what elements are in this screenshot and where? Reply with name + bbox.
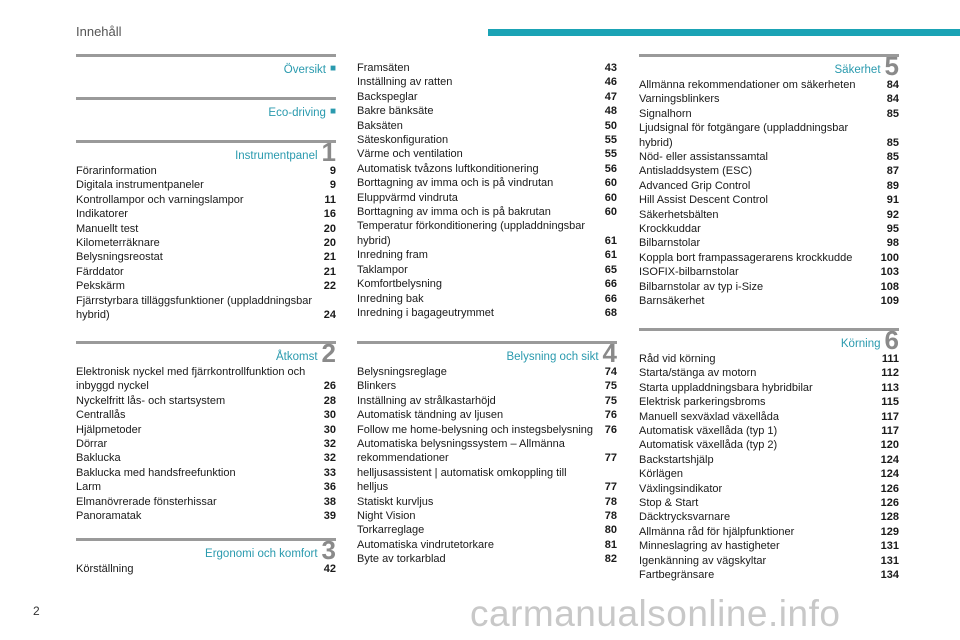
toc-entry[interactable] (357, 90, 617, 104)
toc-entry[interactable] (357, 423, 617, 437)
toc-entry-label: Baklucka med handsfreefunktion (76, 466, 236, 479)
section-marker: ■ (329, 63, 336, 74)
toc-entry[interactable] (357, 538, 617, 552)
toc-entry[interactable] (357, 147, 617, 161)
toc-entry[interactable] (76, 178, 336, 192)
toc-entry[interactable] (357, 104, 617, 118)
page-number: 2 (33, 604, 40, 618)
toc-entry-label: Inredning fram (357, 249, 428, 262)
section-title[interactable]: Körning (840, 338, 881, 350)
toc-entry-page: 95 (886, 223, 899, 236)
toc-entry-page: 108 (880, 280, 899, 293)
toc-entry[interactable] (357, 133, 617, 147)
toc-entry-page: 43 (604, 62, 617, 74)
toc-entry-page: 56 (604, 162, 617, 175)
toc-entry-page: 26 (323, 380, 336, 393)
toc-entry-page: 126 (880, 482, 899, 495)
toc-entry-label: Värme och ventilation (357, 148, 463, 161)
toc-entry-label: Belysningsreglage (357, 366, 447, 378)
toc-entry[interactable] (76, 250, 336, 264)
toc-entry[interactable] (639, 208, 899, 222)
toc-entry[interactable] (639, 222, 899, 236)
toc-entry-label: Follow me home-belysning och instegsbelysning (357, 423, 594, 436)
section-number: 1 (321, 137, 336, 167)
toc-entry[interactable] (357, 495, 617, 509)
section-number: 6 (884, 325, 899, 355)
watermark: carmanualsonline.info (470, 593, 841, 634)
toc-entry-page: 77 (604, 481, 617, 494)
toc-entry-page: 60 (604, 191, 617, 204)
toc-entry[interactable] (357, 176, 617, 190)
toc-entry-page: 60 (604, 206, 617, 219)
toc-entry-label: Nöd- eller assistanssamtal (639, 151, 768, 164)
toc-entry-label: Statiskt kurvljus (357, 495, 434, 508)
toc-entry-page: 61 (604, 249, 617, 262)
toc-entry[interactable] (76, 265, 336, 279)
header-accent-bar (488, 29, 960, 36)
toc-entry-page: 126 (880, 497, 899, 510)
toc-entry-label: Eluppvärmd vindruta (357, 191, 458, 204)
toc-entry[interactable] (639, 539, 899, 553)
toc-entry-page: 100 (880, 251, 899, 264)
toc-entry[interactable] (76, 164, 336, 178)
toc-entry[interactable] (76, 236, 336, 250)
toc-entry[interactable] (639, 193, 899, 207)
toc-entry-page: 129 (880, 525, 899, 538)
toc-entry-label: Automatisk tvåzons luftkonditionering (357, 162, 539, 175)
toc-entry[interactable] (639, 568, 899, 582)
toc-entry-label: Komfortbelysning (357, 278, 442, 291)
toc-items (76, 562, 336, 576)
toc-entry-label: Manuellt test (76, 222, 139, 235)
toc-entry[interactable] (76, 394, 336, 408)
section-number: 3 (321, 535, 336, 565)
toc-entry-page: 109 (880, 295, 899, 308)
toc-entry-label: Belysningsreostat (76, 251, 163, 264)
toc-entry-page: 98 (886, 237, 899, 250)
toc-entry-label: Bakre bänksäte (357, 105, 434, 118)
toc-entry-page: 124 (880, 453, 899, 466)
toc-entry[interactable] (357, 75, 617, 89)
toc-entry[interactable] (76, 480, 336, 494)
toc-entry[interactable] (357, 248, 617, 262)
toc-section-korning (639, 325, 899, 583)
toc-entry-label: Nyckelfritt lås- och startsystem (76, 394, 226, 407)
toc-entry-label: Bilbarnstolar av typ i-Size (639, 280, 764, 293)
toc-entry-page: 131 (880, 540, 899, 553)
toc-entry[interactable] (357, 437, 617, 466)
toc-entry-page: 21 (323, 251, 336, 264)
toc-entry-label: Digitala instrumentpaneler (76, 179, 204, 192)
toc-entry[interactable] (639, 496, 899, 510)
toc-entry-label: Automatisk växellåda (typ 1) (639, 425, 778, 438)
toc-entry-label: Krockkuddar (639, 223, 701, 236)
toc-entry[interactable] (639, 482, 899, 496)
section-title[interactable]: Åtkomst (275, 351, 318, 363)
toc-entry[interactable] (639, 236, 899, 250)
toc-section-oversikt[interactable] (76, 54, 336, 77)
toc-entry-label: Inredning i bagageutrymmet (357, 306, 494, 319)
toc-entry-page: 76 (604, 423, 617, 436)
section-title[interactable]: Belysning och sikt (506, 351, 599, 363)
toc-entry-page: 50 (604, 119, 617, 132)
toc-entry[interactable] (357, 365, 617, 379)
toc-entry-page: 28 (323, 394, 336, 407)
toc-entry-label: Inredning bak (357, 292, 424, 305)
toc-entry[interactable] (76, 495, 336, 509)
toc-entry-label: Automatiska belysningssystem – Allmänna rekommendationer (357, 438, 565, 465)
toc-entry-label: Byte av torkarblad (357, 553, 446, 566)
toc-entry-label: Automatiska vindrutetorkare (357, 538, 494, 551)
toc-entry-label: Förarinformation (76, 165, 157, 177)
toc-items (639, 352, 899, 583)
toc-entry[interactable] (76, 451, 336, 465)
toc-entry-page: 82 (604, 553, 617, 566)
toc-entry-page: 11 (324, 193, 336, 206)
toc-section-instrumentpanel (76, 137, 336, 322)
toc-entry-page: 20 (323, 237, 336, 250)
toc-entry[interactable] (76, 365, 336, 394)
toc-entry[interactable] (639, 265, 899, 279)
toc-entry[interactable] (639, 410, 899, 424)
toc-entry[interactable] (639, 150, 899, 164)
toc-entry[interactable] (639, 280, 899, 294)
toc-entry-page: 74 (604, 366, 617, 378)
toc-entry-page: 36 (323, 481, 336, 494)
toc-entry[interactable] (639, 92, 899, 106)
toc-entry-label: Baksäten (357, 119, 403, 132)
toc-entry[interactable] (357, 277, 617, 291)
toc-entry[interactable] (639, 366, 899, 380)
toc-entry-label: Stop & Start (639, 497, 699, 510)
toc-entry[interactable] (639, 164, 899, 178)
toc-entry-page: 65 (604, 263, 617, 276)
toc-entry-label: Automatisk tändning av ljusen (357, 409, 504, 422)
toc-entry[interactable] (639, 251, 899, 265)
toc-entry-page: 16 (323, 208, 336, 221)
toc-entry-label: Baklucka (76, 452, 121, 465)
toc-entry[interactable] (76, 509, 336, 523)
toc-entry[interactable] (357, 119, 617, 133)
toc-entry-label: Panoramatak (76, 510, 142, 523)
toc-entry[interactable] (357, 509, 617, 523)
toc-entry-label: Inställning av ratten (357, 76, 453, 89)
toc-entry-label: Färddator (76, 265, 124, 278)
toc-entry-label: Hill Assist Descent Control (639, 194, 768, 207)
toc-entry[interactable] (357, 162, 617, 176)
toc-entry-label: Kilometerräknare (76, 237, 160, 250)
toc-entry-page: 61 (604, 234, 617, 247)
toc-section-sakerhet (639, 51, 899, 309)
toc-entry-page: 78 (604, 510, 617, 523)
toc-entry[interactable] (357, 552, 617, 566)
toc-entry-page: 39 (323, 510, 336, 523)
toc-entry[interactable] (76, 408, 336, 422)
toc-entry-page: 92 (886, 208, 899, 221)
toc-entry-label: Bilbarnstolar (639, 237, 701, 250)
section-title[interactable]: Ergonomi och komfort (205, 548, 318, 560)
toc-entry-label: Advanced Grip Control (639, 179, 751, 192)
toc-entry[interactable] (76, 294, 336, 323)
toc-entry[interactable] (639, 395, 899, 409)
section-number: 5 (884, 51, 899, 81)
toc-entry-label: Dörrar (76, 438, 108, 451)
toc-entry[interactable] (357, 306, 617, 320)
toc-entry-page: 113 (881, 381, 899, 394)
toc-entry-label: Larm (76, 481, 102, 494)
toc-entry[interactable] (357, 394, 617, 408)
toc-items (76, 365, 336, 523)
toc-entry[interactable] (639, 179, 899, 193)
toc-entry[interactable] (357, 523, 617, 537)
section-number: 2 (321, 338, 336, 368)
toc-entry[interactable] (76, 279, 336, 293)
toc-entry[interactable] (639, 107, 899, 121)
toc-entry-label: Fartbegränsare (639, 569, 715, 582)
section-title[interactable]: Säkerhet (834, 64, 881, 76)
toc-entry-page: 47 (604, 90, 617, 103)
toc-entry-label: Säkerhetsbälten (639, 208, 719, 221)
toc-entry[interactable] (639, 525, 899, 539)
page-header-title: Innehåll (76, 24, 122, 39)
toc-entry-page: 55 (604, 134, 617, 147)
toc-entry-page: 9 (329, 165, 336, 177)
toc-entry-page: 131 (880, 554, 899, 567)
toc-entry[interactable] (357, 61, 617, 75)
toc-entry[interactable] (357, 219, 617, 248)
toc-entry-page: 33 (323, 466, 336, 479)
toc-entry-label: Blinkers (357, 380, 397, 393)
toc-entry-label: Torkarreglage (357, 524, 425, 537)
toc-entry-label: Antisladdsystem (ESC) (639, 165, 753, 178)
toc-items (357, 61, 617, 320)
toc-entry-page: 9 (329, 179, 336, 192)
toc-entry-page: 30 (323, 409, 336, 422)
toc-entry-label: Säteskonfiguration (357, 134, 449, 147)
toc-entry-label: Signalhorn (639, 107, 692, 120)
section-number: 4 (602, 338, 617, 368)
toc-entry-page: 111 (881, 353, 899, 365)
toc-entry-label: ISOFIX-bilbarnstolar (639, 266, 739, 279)
toc-entry-page: 124 (880, 468, 899, 481)
toc-entry[interactable] (357, 379, 617, 393)
toc-entry-label: Temperatur förkonditionering (uppladdningsbar hybrid) (357, 220, 586, 247)
toc-entry-page: 24 (323, 309, 336, 322)
toc-entry-label: Elmanövrerade fönsterhissar (76, 495, 217, 508)
toc-entry[interactable] (357, 292, 617, 306)
toc-entry-label: Kontrollampor och varningslampor (76, 193, 244, 206)
toc-entry-page: 120 (880, 439, 899, 452)
toc-items (76, 164, 336, 322)
toc-entry-label: Ljudsignal för fotgängare (uppladdningsbar hybrid) (639, 122, 849, 149)
toc-entry[interactable] (357, 263, 617, 277)
section-title[interactable]: Översikt (283, 64, 326, 76)
toc-entry-label: Elektrisk parkeringsbroms (639, 396, 766, 409)
toc-entry-label: Starta/stänga av motorn (639, 367, 757, 380)
toc-entry[interactable] (76, 207, 336, 221)
toc-entry[interactable] (76, 222, 336, 236)
toc-entry[interactable] (357, 205, 617, 219)
toc-entry-label: helljusassistent | automatisk omkoppling till helljus (357, 466, 567, 494)
toc-entry[interactable] (639, 352, 899, 366)
toc-entry-label: Manuell sexväxlad växellåda (639, 410, 780, 423)
toc-entry[interactable] (357, 191, 617, 205)
toc-entry-page: 85 (886, 136, 899, 149)
toc-entry-label: Backstartshjälp (639, 453, 714, 466)
toc-entry-label: Elektronisk nyckel med fjärrkontrollfunktion och inbyggd nyckel (76, 366, 306, 393)
toc-entry[interactable] (639, 438, 899, 452)
toc-entry-label: Råd vid körning (639, 353, 716, 365)
toc-entry-label: Fjärrstyrbara tilläggsfunktioner (uppladdningsbar hybrid) (76, 294, 313, 322)
toc-entry-page: 85 (886, 151, 899, 164)
toc-entry-page: 80 (604, 524, 617, 537)
toc-entry-label: Starta uppladdningsbara hybridbilar (639, 381, 813, 394)
toc-entry-label: Hjälpmetoder (76, 423, 142, 436)
toc-entry-page: 112 (881, 367, 899, 380)
toc-entry-page: 68 (604, 306, 617, 319)
toc-entry[interactable] (76, 562, 336, 576)
toc-entry-page: 66 (604, 292, 617, 305)
toc-entry-page: 32 (323, 452, 336, 465)
toc-entry-label: Pekskärm (76, 280, 125, 293)
toc-entry-label: Allmänna rekommendationer om säkerheten (639, 79, 856, 91)
toc-entry-label: Minneslagring av hastigheter (639, 540, 780, 553)
toc-entry-page: 128 (880, 511, 899, 524)
toc-entry-page: 76 (604, 409, 617, 422)
toc-entry-page: 134 (880, 569, 899, 582)
toc-entry-page: 46 (604, 76, 617, 89)
toc-entry[interactable] (639, 467, 899, 481)
toc-entry[interactable] (639, 453, 899, 467)
toc-entry-page: 103 (880, 266, 899, 279)
toc-entry-page: 81 (604, 538, 617, 551)
toc-entry-label: Växlingsindikator (639, 482, 723, 495)
toc-entry-label: Körlägen (639, 468, 684, 481)
toc-entry[interactable] (76, 193, 336, 207)
toc-entry-page: 48 (604, 105, 617, 118)
toc-entry-label: Borttagning av imma och is på bakrutan (357, 206, 551, 219)
toc-entry-page: 20 (323, 222, 336, 235)
toc-section-continued (357, 60, 617, 320)
toc-entry[interactable] (76, 423, 336, 437)
toc-section-eco-driving[interactable] (76, 97, 336, 120)
toc-entry-label: Koppla bort frampassagerarens krockkudde (639, 251, 853, 264)
toc-entry-page: 87 (886, 165, 899, 178)
toc-entry-page: 91 (886, 194, 899, 207)
toc-section-ergonomi (76, 535, 336, 576)
section-marker: ■ (329, 106, 336, 117)
section-title[interactable]: Instrumentpanel (235, 150, 318, 162)
toc-entry-page: 89 (886, 179, 899, 192)
toc-entry-label: Allmänna råd för hjälpfunktioner (639, 525, 795, 538)
toc-entry-page: 84 (886, 79, 899, 91)
toc-entry-label: Indikatorer (76, 208, 128, 221)
toc-entry-page: 55 (604, 148, 617, 161)
toc-entry[interactable] (639, 381, 899, 395)
toc-entry[interactable] (357, 408, 617, 422)
toc-entry[interactable] (639, 554, 899, 568)
toc-entry-label: Borttagning av imma och is på vindrutan (357, 177, 554, 190)
toc-items (639, 78, 899, 309)
toc-entry-label: Körställning (76, 563, 134, 575)
toc-entry-page: 66 (604, 278, 617, 291)
toc-entry-label: Igenkänning av vägskyltar (639, 554, 767, 567)
toc-entry[interactable] (357, 466, 617, 495)
toc-entry-page: 30 (323, 423, 336, 436)
toc-items (357, 365, 617, 567)
toc-entry-page: 38 (323, 495, 336, 508)
toc-entry-page: 60 (604, 177, 617, 190)
section-title[interactable]: Eco-driving (268, 107, 326, 119)
toc-entry[interactable] (76, 437, 336, 451)
toc-entry-page: 77 (604, 452, 617, 465)
toc-entry-page: 42 (323, 563, 336, 575)
toc-entry-label: Taklampor (357, 263, 408, 276)
toc-entry-page: 117 (881, 425, 899, 438)
toc-entry[interactable] (639, 424, 899, 438)
toc-entry[interactable] (639, 121, 899, 150)
toc-entry-page: 115 (881, 396, 899, 409)
toc-entry[interactable] (639, 294, 899, 308)
toc-entry[interactable] (639, 78, 899, 92)
toc-section-atkomst (76, 338, 336, 523)
toc-entry-page: 22 (323, 280, 336, 293)
toc-entry-label: Automatisk växellåda (typ 2) (639, 439, 778, 452)
toc-entry-label: Inställning av strålkastarhöjd (357, 394, 496, 407)
toc-entry-page: 21 (323, 265, 336, 278)
toc-entry-page: 75 (604, 380, 617, 393)
toc-entry-label: Centrallås (76, 409, 126, 422)
toc-entry-page: 75 (604, 394, 617, 407)
toc-entry-page: 32 (323, 438, 336, 451)
toc-section-belysning (357, 338, 617, 567)
toc-entry-label: Framsäten (357, 62, 410, 74)
toc-entry-label: Backspeglar (357, 90, 418, 103)
toc-entry[interactable] (76, 466, 336, 480)
toc-entry-label: Night Vision (357, 510, 416, 523)
toc-entry-page: 117 (881, 410, 899, 423)
toc-entry-page: 84 (886, 93, 899, 106)
toc-entry-page: 85 (886, 107, 899, 120)
toc-entry-label: Barnsäkerhet (639, 295, 705, 308)
toc-entry-label: Däcktrycksvarnare (639, 511, 731, 524)
toc-entry[interactable] (639, 510, 899, 524)
toc-entry-page: 78 (604, 495, 617, 508)
toc-entry-label: Varningsblinkers (639, 93, 720, 106)
